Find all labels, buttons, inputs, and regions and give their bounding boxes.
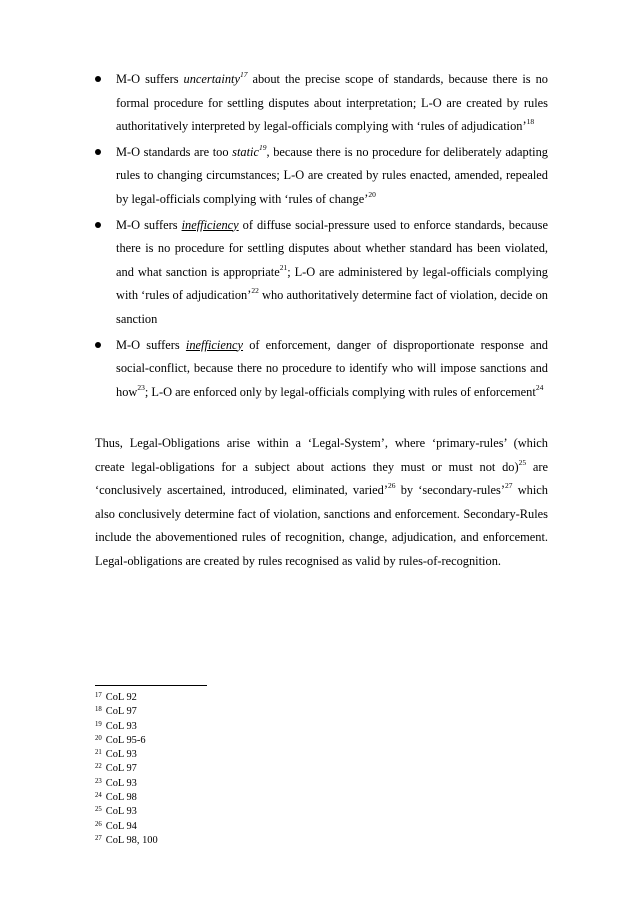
footnote-number: 23 bbox=[95, 777, 102, 785]
footnote-text: CoL 97 bbox=[105, 706, 137, 718]
footnote-ref: 19 bbox=[259, 142, 267, 152]
bullet-text bbox=[116, 72, 548, 133]
text-run: who authoritatively determine fact of violation, decide on sanction bbox=[116, 288, 548, 326]
bullet-text bbox=[116, 338, 548, 399]
text-run: inefficiency bbox=[185, 337, 244, 352]
footnote-number: 26 bbox=[95, 820, 102, 828]
footnote-item bbox=[95, 790, 395, 804]
text-run: are ‘conclusively ascertained, introduced, eliminated, varied’ bbox=[95, 459, 548, 498]
bullet-list bbox=[95, 68, 548, 406]
body-paragraph bbox=[95, 432, 548, 574]
text-run: M-O standards are too bbox=[116, 144, 233, 159]
footnote-number: 19 bbox=[95, 720, 102, 728]
footnote-ref: 26 bbox=[387, 481, 396, 491]
text-run: M-O suffers bbox=[116, 72, 184, 86]
bullet-text bbox=[116, 142, 548, 206]
footnote-item bbox=[95, 819, 395, 833]
footnote-number: 24 bbox=[95, 792, 102, 800]
footnote-ref: 22 bbox=[251, 286, 259, 296]
bullet-dot-icon bbox=[95, 222, 101, 228]
footnote-item bbox=[95, 733, 395, 747]
text-run: , because there is no procedure for deliberately adapting rules to changing circumstances; L-O are created by rules enacted, amended, repealed by legal-officials complying with ‘rules of change’ bbox=[116, 144, 548, 206]
bullet-dot-icon bbox=[95, 76, 101, 82]
footnote-number: 18 bbox=[95, 706, 102, 714]
footnote-number: 27 bbox=[95, 834, 102, 842]
footnote-item bbox=[95, 704, 395, 718]
text-run: ; L-O are administered by legal-officials complying with ‘rules of adjudication’ bbox=[116, 264, 548, 303]
text-run: static bbox=[232, 144, 260, 159]
footnote-text: CoL 93 bbox=[105, 806, 137, 818]
footnote-ref: 23 bbox=[137, 382, 145, 392]
bullet-item bbox=[95, 68, 548, 139]
footnote-item bbox=[95, 833, 395, 847]
text-run: about the precise scope of standards, because there is no formal procedure for settling disputes about interpretation; L-O are created by rules authoritatively interpreted by legal-officials complying with ‘rules of adjudication’ bbox=[116, 72, 548, 134]
footnote-text: CoL 93 bbox=[105, 720, 137, 732]
footnote-number: 17 bbox=[95, 692, 102, 699]
footnote-ref: 21 bbox=[279, 262, 288, 272]
footnote-list bbox=[95, 690, 395, 847]
footnote-text: CoL 92 bbox=[105, 692, 137, 703]
text-run: ; L-O are enforced only by legal-officials complying with rules of enforcement bbox=[144, 384, 536, 399]
text-run: of diffuse social-pressure used to enforce standards, because there is no procedure for settling disputes about whether standard has been violated, and what sanction is appropriate bbox=[116, 217, 548, 279]
text-run: which also conclusively determine fact of violation, sanctions and enforcement. Secondary-Rules include the abovementioned rules of recognition, change, adjudication, and enforcement. Legal-obligations are created by rules recognised as valid by rules-of-recognition. bbox=[95, 483, 548, 568]
text-run: by ‘secondary-rules’ bbox=[395, 483, 505, 498]
footnote-text: CoL 98, 100 bbox=[105, 834, 158, 846]
footnote-ref: 24 bbox=[535, 382, 544, 392]
text-run: M-O suffers bbox=[116, 217, 182, 232]
text-run: M-O suffers bbox=[116, 337, 186, 352]
footnote-text: CoL 93 bbox=[105, 777, 137, 789]
footnote-item bbox=[95, 747, 395, 761]
footnote-ref: 18 bbox=[526, 117, 535, 127]
footnote-number: 22 bbox=[95, 763, 102, 771]
footnote-number: 21 bbox=[95, 749, 102, 757]
footnote-item bbox=[95, 719, 395, 733]
footnote-text: CoL 97 bbox=[105, 763, 137, 775]
footnote-ref: 20 bbox=[368, 189, 376, 199]
footnote-number: 20 bbox=[95, 734, 102, 742]
footnote-text: CoL 98 bbox=[105, 792, 137, 804]
text-run: of enforcement, danger of disproportionate response and social-conflict, because there no procedure to identify who will impose sanctions and how bbox=[116, 337, 549, 399]
bullet-dot-icon bbox=[95, 342, 101, 348]
bullet-item bbox=[95, 334, 548, 405]
footnote-item bbox=[95, 776, 395, 790]
footnote-ref: 27 bbox=[505, 481, 513, 491]
text-run: Thus, Legal-Obligations arise within a ‘Legal-System’, where ‘primary-rules’ (which create legal-obligations for a subject about actions they must or must not do) bbox=[95, 436, 548, 474]
bullet-dot-icon bbox=[95, 149, 101, 155]
footnote-separator bbox=[95, 685, 207, 686]
footnote-text: CoL 94 bbox=[105, 820, 137, 832]
footnote-number: 25 bbox=[95, 806, 102, 814]
footnote-item bbox=[95, 761, 395, 775]
footnote-ref: 17 bbox=[239, 70, 248, 79]
text-run: uncertainty bbox=[183, 72, 240, 86]
bullet-text bbox=[116, 218, 548, 326]
footnote-text: CoL 95-6 bbox=[105, 734, 146, 746]
footnote-item bbox=[95, 804, 395, 818]
bullet-item bbox=[95, 214, 548, 332]
footnote-ref: 25 bbox=[518, 457, 527, 467]
footnote-item bbox=[95, 690, 395, 704]
bullet-item bbox=[95, 141, 548, 212]
text-run: inefficiency bbox=[181, 217, 239, 232]
footnote-text: CoL 93 bbox=[105, 749, 137, 761]
